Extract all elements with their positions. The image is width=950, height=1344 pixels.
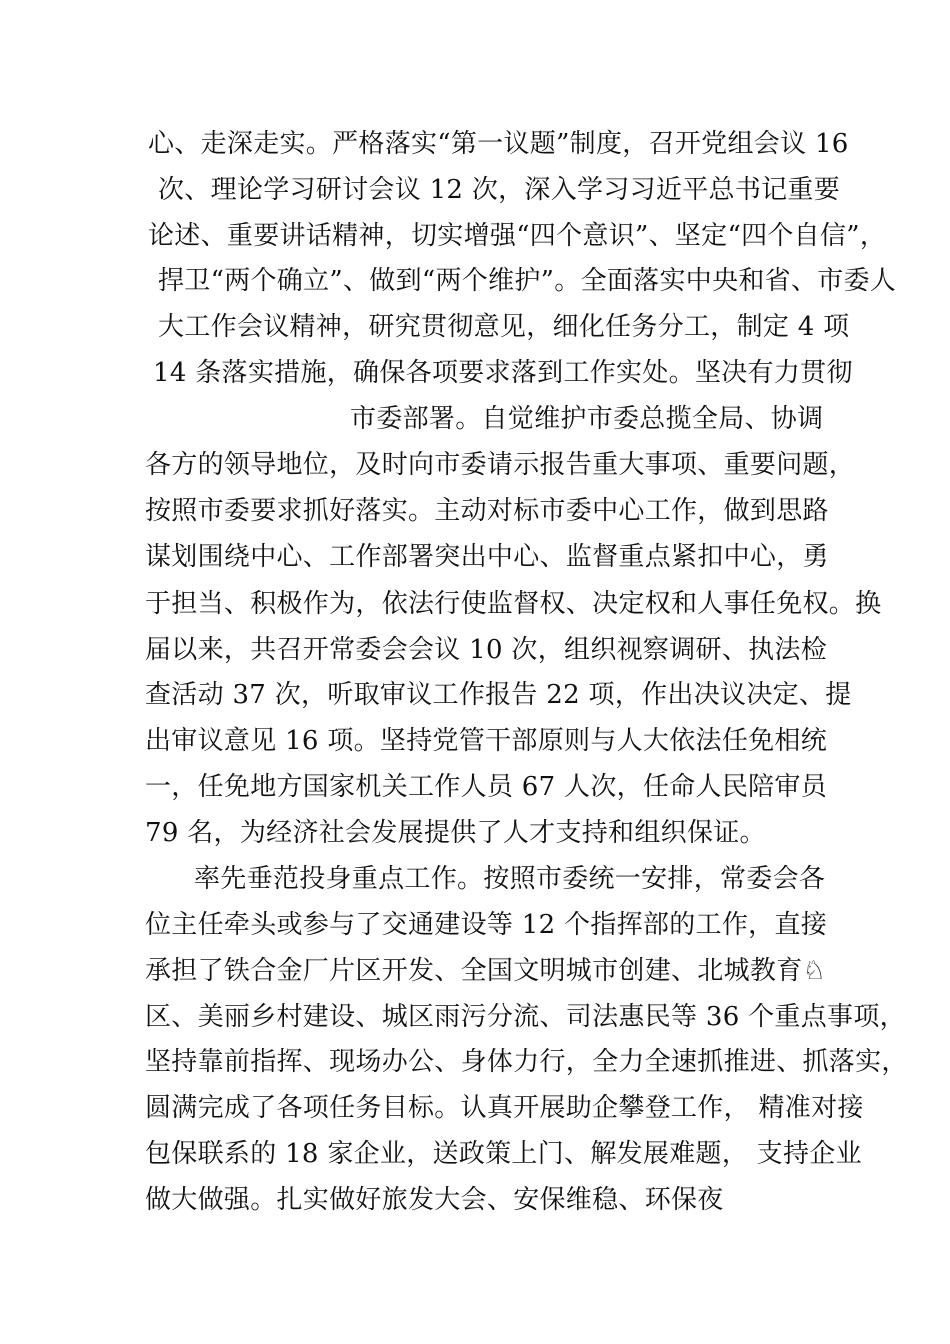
text-line-9: 按照市委要求抓好落实。主动对标市委中心工作，做到思路 bbox=[145, 496, 829, 526]
text-line-13: 查活动 37 次，听取审议工作报告 22 项，作出决议决定、提 bbox=[145, 680, 852, 710]
text-line-4: 捍卫“两个确立”、做到“两个维护”。全面落实中央和省、市委人 bbox=[158, 266, 897, 296]
text-line-18: 位主任牵头或参与了交通建设等 12 个指挥部的工作，直接 bbox=[145, 910, 828, 940]
text-line-22: 圆满完成了各项任务目标。认真开展助企攀登工作， 精准对接 bbox=[145, 1093, 864, 1123]
text-line-8: 各方的领导地位，及时向市委请示报告重大事项、重要问题， bbox=[145, 450, 856, 480]
text-line-11: 于担当、积极作为，依法行使监督权、决定权和人事任免权。换 bbox=[145, 589, 882, 619]
text-line-5: 大工作会议精神，研究贯彻意见，细化任务分工，制定 4 项 bbox=[158, 312, 850, 342]
text-line-17: 率先垂范投身重点工作。按照市委统一安排，常委会各 bbox=[194, 864, 826, 894]
text-line-20: 区、美丽乡村建设、城区雨污分流、司法惠民等 36 个重点事项， bbox=[145, 1002, 906, 1032]
text-line-7: 市委部署。自觉维护市委总揽全局、协调 bbox=[350, 404, 824, 434]
text-line-10: 谋划围绕中心、工作部署突出中心、监督重点紧扣中心，勇 bbox=[145, 542, 829, 572]
text-line-21: 坚持靠前指挥、现场办公、身体力行，全力全速抓推进、抓落实， bbox=[145, 1047, 908, 1077]
text-line-24: 做大做强。扎实做好旅发大会、安保维稳、环保夜 bbox=[145, 1185, 724, 1215]
text-line-23: 包保联系的 18 家企业，送政策上门、解发展难题， 支持企业 bbox=[145, 1139, 862, 1169]
text-line-12: 届以来，共召开常委会会议 10 次，组织视察调研、执法检 bbox=[145, 635, 828, 665]
text-line-6: 14 条落实措施，确保各项要求落到工作实处。坚决有力贯彻 bbox=[153, 358, 853, 388]
text-line-16: 79 名，为经济社会发展提供了人才支持和组织保证。 bbox=[145, 818, 766, 848]
text-line-15: 一，任免地方国家机关工作人员 67 人次，任命人民陪审员 bbox=[145, 772, 828, 802]
text-line-19: 承担了铁合金厂片区开发、全国文明城市创建、北城教育♘ bbox=[145, 956, 827, 986]
text-line-1: 心、走深走实。严格落实“第一议题”制度，召开党组会议 16 bbox=[148, 129, 849, 159]
text-line-2: 次、理论学习研讨会议 12 次，深入学习习近平总书记重要 bbox=[158, 175, 841, 205]
text-line-3: 论述、重要讲话精神，切实增强“四个意识”、坚定“四个自信”， bbox=[148, 221, 887, 251]
text-line-14: 出审议意见 16 项。坚持党管干部原则与人大依法任免相统 bbox=[145, 726, 828, 756]
